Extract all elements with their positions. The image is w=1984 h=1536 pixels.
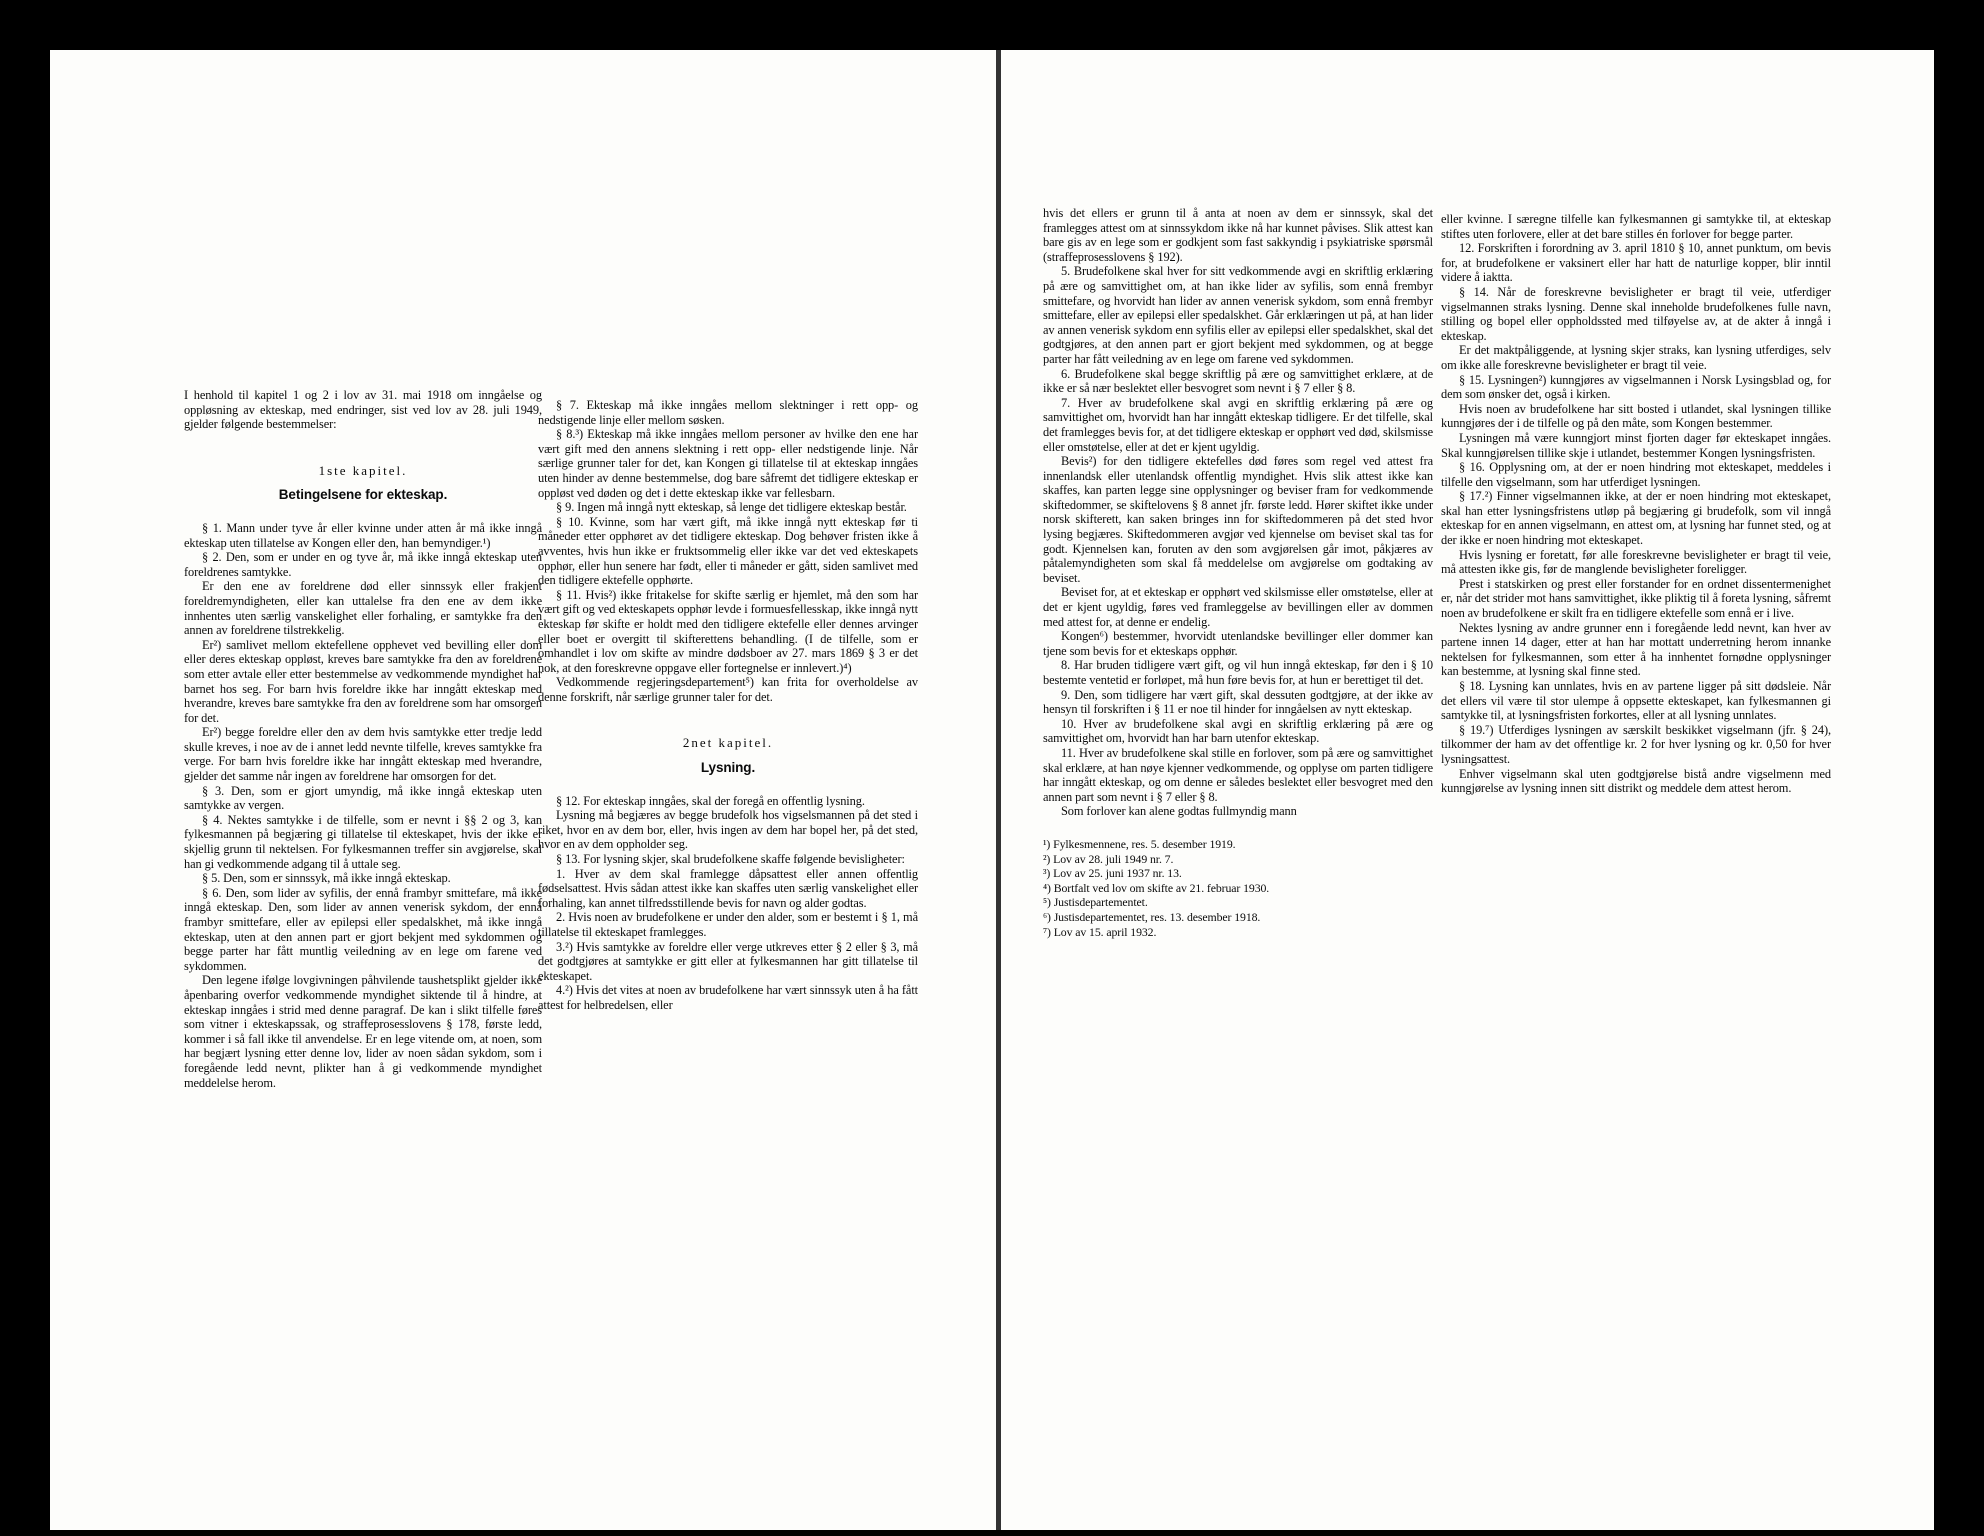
paragraph: Prest i statskirken og prest eller forstander for en ordnet dissentermenighet er, når det strider mot hans samvittighet, ikke pliktig til å foreta lysning, såfremt noen av brudefolkene er skilt fra en tidligere ektefelle som ennå er i live. <box>1441 576 1831 621</box>
paragraph: § 9. Ingen må inngå nytt ekteskap, så lenge det tidligere ekteskap består. <box>556 500 907 515</box>
paragraph: § 4. Nektes samtykke i de tilfelle, som er nevnt i §§ 2 og 3, kan fylkesmannen på begjæring gi tillatelse til ekteskapet, hvis der ikke er skjellig grunn til nektelsen. For fylkesmannen treffer sin avgjørelse, skal han gi vedkommende adgang til å uttale seg. <box>184 812 542 871</box>
footnotes <box>1043 837 1433 939</box>
footnote: ³) Lov av 25. juni 1937 nr. 13. <box>1043 866 1182 881</box>
intro-text: I henhold til kapitel 1 og 2 i lov av 31. mai 1918 om inngåelse og oppløsning av ekteskap, med endringer, sist ved lov av 28. juli 1949, gjelder følgende bestemmelser: <box>184 388 542 432</box>
paragraph: Er²) samlivet mellom ektefellene opphevet ved bevilling eller dom eller deres ekteskap oppløst, kreves bare samtykke fra den av foreldrene som etter avtale eller etter bestemmelse av vedkommende myndighet har barnet hos seg. For barn hvis foreldre ikke har inngått ekteskap med hverandre, kreves bare samtykke fra den av foreldrene som har omsorgen for det. <box>184 637 542 725</box>
paragraph: eller kvinne. I særegne tilfelle kan fylkesmannen gi samtykke til, at ekteskap stiftes uten forlovere, eller at det bare stilles én forlover for begge parter. <box>1441 212 1831 241</box>
paragraph: § 11. Hvis²) ikke fritakelse for skifte særlig er hjemlet, må den som har vært gift og ved ekteskapets opphør levde i formuesfellesskap, ikke inngå nytt ekteskap før skifte er holdt med den tidligere ektefelle eller dennes arvinger eller boet er overgitt til skifterettens behandling. (I de tilfelle, som er omhandlet i lov om skifte av mindre dødsboer av 27. mars 1869 § 3 er det nok, at den foreskrevne oppgave eller fortegnelse er innlevert.)⁴) <box>538 587 918 675</box>
paragraph: 10. Hver av brudefolkene skal avgi en skriftlig erklæring på ære og samvittighet om, hvorvidt han har barn utenfor ekteskap. <box>1043 716 1433 746</box>
paragraph: 12. Forskriften i forordning av 3. april 1810 § 10, annet punktum, om bevis for, at brudefolkene er vaksinert eller har hatt de naturlige kopper, blir inntil videre å iaktta. <box>1441 241 1831 285</box>
chapter2-heading: 2net kapitel. <box>682 735 774 751</box>
paragraph: § 8.³) Ekteskap må ikke inngåes mellom personer av hvilke den ene har vært gift med den annens slektning i rett opp- eller nedstigende linje. Når særlige grunner taler for det, kan Kongen gi tillatelse til at ekteskap inngåes uten hinder av denne bestemmelse, dog bare såfremt det tidligere ekteskap er oppløst ved døden og det i dette ekteskap ikke var fellesbarn. <box>538 427 918 500</box>
paragraph: § 12. For ekteskap inngåes, skal der foregå en offentlig lysning. <box>556 793 865 808</box>
footnote: ⁶) Justisdepartementet, res. 13. desember 1918. <box>1043 909 1261 924</box>
paragraph: 1. Hver av dem skal framlegge dåpsattest eller annen offentlig fødselsattest. Hvis sådan attest ikke kan skaffes uten særlig vanskelighet eller forhaling, kan annet tilfredsstillende bevis for navn og alder godtas. <box>538 866 918 910</box>
right-column <box>538 398 918 1013</box>
paragraph: § 10. Kvinne, som har vært gift, må ikke inngå nytt ekteskap før ti måneder etter opphøret av det tidligere ekteskap. Dog behøver fristen ikke å avventes, hvis hun ikke er fruktsommelig eller ikke var det ved ekteskapets opphør, eller hun senere har født, eller ti måneder er gått, siden samlivet med den tidligere ektefelle opphørte. <box>538 514 918 588</box>
paragraph: § 2. Den, som er under en og tyve år, må ikke inngå ekteskap uten foreldrenes samtykke. <box>184 550 542 579</box>
paragraph: Den legene ifølge lovgivningen påhvilende taushetsplikt gjelder ikke åpenbaring overfor vedkommende myndighet siktende til å hindre, at ekteskap inngåes i strid med denne paragraf. De kan i slikt tilfelle føres som vitner i ekteskapssak, og straffeprosesslovens § 178, første ledd, kommer i så fall ikke til anvendelse. Er en lege vitende om, at noen, som har begjært lysning etter denne lov, lider av noen sådan sykdom, som i foregående ledd nevnt, plikter han å gi vedkommende myndighet meddelelse herom. <box>184 973 542 1090</box>
paragraph: 9. Den, som tidligere har vært gift, skal dessuten godtgjøre, at der ikke av hensyn til forskriften i § 11 er noe til hinder for inngåelsen av nytt ekteskap. <box>1043 687 1433 717</box>
paragraph: § 3. Den, som er gjort umyndig, må ikke inngå ekteskap uten samtykke av vergen. <box>184 783 542 813</box>
paragraph: § 1. Mann under tyve år eller kvinne under atten år må ikke inngå ekteskap uten tillatelse av Kongen eller den, han bemyndiger.¹) <box>184 520 542 550</box>
paragraph: Hvis noen av brudefolkene har sitt bosted i utlandet, skal lysningen tillike kunngjøres der i de tilfelle og på den måte, som Kongen bestemmer. <box>1441 401 1831 431</box>
paragraph: § 17.²) Finner vigselmannen ikke, at der er noen hindring mot ekteskapet, skal han etter lysningsfristens utløp på begjæring gi brudefolk, som vil inngå ekteskap for en annen vigselmann, en attest om, at lysning har funnet sted, og at der ikke er noen hindring mot ekteskapet. <box>1441 489 1831 548</box>
right-page <box>1001 50 1934 1530</box>
paragraph: Vedkommende regjeringsdepartement⁵) kan frita for overholdelse av denne forskrift, når særlige grunner taler for det. <box>538 675 918 704</box>
paragraph: Enhver vigselmann skal uten godtgjørelse bistå andre vigselmenn med kunngjørelse av lysning innen sitt distrikt og meddele dem attest herom. <box>1441 766 1831 796</box>
paragraph: § 13. For lysning skjer, skal brudefolkene skaffe følgende bevisligheter: <box>556 852 905 867</box>
paragraph: hvis det ellers er grunn til å anta at noen av dem er sinnssyk, skal det framlegges attest om at sinnssykdom ikke nå har kunnet påvises. Slik attest kan bare gis av en lege som er godkjent som fast sakkyndig i psykiatriske spørsmål (straffeprosesslovens § 192). <box>1043 206 1433 264</box>
paragraph: § 5. Den, som er sinnssyk, må ikke inngå ekteskap. <box>202 871 451 886</box>
chapter1-paragraphs <box>184 521 542 1090</box>
chapter1-title: Betingelsene for ekteskap. <box>278 487 448 503</box>
chapter2-title: Lysning. <box>700 760 756 776</box>
paragraph: 2. Hvis noen av brudefolkene er under den alder, som er bestemt i § 1, må tillatelse til ekteskapet framlegges. <box>538 910 918 939</box>
paragraph: Er den ene av foreldrene død eller sinnssyk eller frakjent foreldremyndigheten, eller kan uttalelse fra den ene av dem ikke innhentes uten særlig vanskelighet eller forhaling, er samtykke fra den annen av foreldrene tilstrekkelig. <box>184 579 542 638</box>
paragraph: Hvis lysning er foretatt, før alle foreskrevne bevisligheter er bragt til veie, må attesten ikke gis, før de manglende bevisligheter foreligger. <box>1441 547 1831 577</box>
paragraph: Bevis²) for den tidligere ektefelles død føres som regel ved attest fra innenlandsk eller utenlandsk offentlig myndighet. Hvis slik attest ikke kan skaffes, kan parten legge sine opplysninger og beviser fram for vedkommende skiftedommer, se skiftelovens § 8 annet jfr. første ledd. Hører skiftet ikke under norsk skifterett, kan saken bringes inn for skiftedommeren på det sted hvor lysing begjæres. Skiftedommeren avgjør ved kjennelse om beviset skal tas for godt. Kjennelsen kan, foruten av den som avgjørelsen går imot, påkjæres av påtalemyndigheten som skal få meddelelse om avgjørelse om godtaking av beviset. <box>1043 454 1433 585</box>
paragraph: 5. Brudefolkene skal hver for sitt vedkommende avgi en skriftlig erklæring på ære og samvittighet om, at han ikke lider av syfilis, som ennå frembyr smittefare, og hvorvidt han lider av annen venerisk sykdom, som ennå frembyr smittefare, eller av epilepsi eller spedalskhet. Går erklæringen ut på, at han lider av annen venerisk sykdom enn syfilis eller av epilepsi eller spedalskhet, skal det godtgjøres, at den annen part er gjort bekjent med sykdommen, og at begge parter har fått veiledning av en lege om farene ved sykdommen. <box>1043 264 1433 366</box>
paragraph: 4.²) Hvis det vites at noen av brudefolkene har vært sinnssyk uten å ha fått attest for helbredelsen, eller <box>538 983 918 1012</box>
paragraph: 7. Hver av brudefolkene skal avgi en skriftlig erklæring på ære og samvittighet om, hvorvidt han har inngått ekteskap tidligere. Er det tilfelle, skal det framlegges bevis for, at det tidligere ekteskap er opphørt ved død, skilsmisse eller omstøtelse, eller at det er kjent ugyldig. <box>1043 395 1433 454</box>
paragraph: § 14. Når de foreskrevne bevisligheter er bragt til veie, utferdiger vigselmannen straks lysning. Denne skal inneholde brudefolkenes fulle navn, stilling og bopel eller oppholdssted med tilføyelse av, at de akter å inngå i ekteskap. <box>1441 284 1831 343</box>
left-page <box>50 50 996 1530</box>
paragraph: Beviset for, at et ekteskap er opphørt ved skilsmisse eller omstøtelse, eller at det er kjent ugyldig, føres ved framleggelse av bevillingen eller av dommen med attest for, at denne er endelig. <box>1043 585 1433 629</box>
paragraph: 8. Har bruden tidligere vært gift, og vil hun inngå ekteskap, før den i § 10 bestemte ventetid er forløpet, må hun føre bevis for, at hun er berettiget til det. <box>1043 658 1433 687</box>
paragraph: Nektes lysning av andre grunner enn i foregående ledd nevnt, kan hver av partene innen 14 dager, etter at han har mottatt underretning herom innanke nektelsen for fylkesmannen, som etter å ha innhentet fornødne opplysninger kan bestemme, at lysning skal finne sted. <box>1441 620 1831 679</box>
paragraph: § 15. Lysningen²) kunngjøres av vigselmannen i Norsk Lysingsblad og, for dem som ønsker det, også i kirken. <box>1441 372 1831 402</box>
paragraph: Som forlover kan alene godtas fullmyndig mann <box>1061 804 1297 819</box>
footnote: ⁵) Justisdepartementet. <box>1043 895 1148 910</box>
paragraph: 3.²) Hvis samtykke av foreldre eller verge utkreves etter § 2 eller § 3, må det godtgjøres at samtykke er gitt eller at fylkesmannen har gitt tillatelse til ekteskapet. <box>538 939 918 983</box>
footnote: ⁴) Bortfalt ved lov om skifte av 21. februar 1930. <box>1043 880 1270 895</box>
paragraph: § 18. Lysning kan unnlates, hvis en av partene ligger på sitt dødsleie. Når det ellers vil være til stor ulempe å oppsette ekteskapet, kan fylkesmannen gi samtykke til, at lysningsfristen forkortes, eller at all lysning unnlates. <box>1441 679 1831 723</box>
footnote: ⁷) Lov av 15. april 1932. <box>1043 924 1157 939</box>
paragraph: § 7. Ekteskap må ikke inngåes mellom slektninger i rett opp- og nedstigende linje eller mellom søsken. <box>538 398 918 427</box>
chapter1-heading: 1ste kapitel. <box>318 462 408 478</box>
left-column <box>184 388 542 1090</box>
paragraph: Lysningen må være kunngjort minst fjorten dager før ekteskapet inngåes. Skal kunngjørelsen tillike skje i utlandet, bestemmer Kongen lysningsfristen. <box>1441 430 1831 460</box>
chapter2-paragraphs <box>538 794 918 1013</box>
footnote: ²) Lov av 28. juli 1949 nr. 7. <box>1043 851 1174 866</box>
right-page-right-column <box>1441 212 1831 796</box>
chapter1-paragraphs-cont <box>538 398 918 704</box>
paragraph: Er det maktpåliggende, at lysning skjer straks, kan lysning utferdiges, selv om ikke alle foreskrevne bevisligheter er bragt til veie. <box>1441 343 1831 372</box>
footnote: ¹) Fylkesmennene, res. 5. desember 1919. <box>1043 836 1236 851</box>
right-page-left-column <box>1043 206 1433 939</box>
paragraph: Lysning må begjæres av begge brudefolk hos vigselsmannen på det sted i riket, hvor en av dem bor, eller, hvis ingen av dem har bopel her, på det sted, hvor en av dem oppholder seg. <box>538 808 918 852</box>
paragraph: Er²) begge foreldre eller den av dem hvis samtykke etter tredje ledd skulle kreves, i noe av de i annet ledd nevnte tilfelle, kreves samtykke fra verge. For barn hvis foreldre ikke har inngått ekteskap med hverandre, gjelder det samme når ingen av foreldrene har omsorgen for det. <box>184 725 542 784</box>
paragraph: Kongen⁶) bestemmer, hvorvidt utenlandske bevillinger eller dommer kan tjene som bevis for et ekteskaps opphør. <box>1043 629 1433 658</box>
paragraph: 11. Hver av brudefolkene skal stille en forlover, som på ære og samvittighet skal erklære, at han nøye kjenner vedkommende, og opplyse om parten tidligere har inngått ekteskap, og om denne er således beslektet eller besvogret med den annen part som nevnt i § 7 eller § 8. <box>1043 745 1433 804</box>
paragraph: 6. Brudefolkene skal begge skriftlig på ære og samvittighet erklære, at de ikke er så nær beslektet eller besvogret som nevnt i § 7 eller § 8. <box>1043 366 1433 396</box>
paragraph: § 19.⁷) Utferdiges lysningen av særskilt beskikket vigselmann (jfr. § 24), tilkommer der ham av det offentlige kr. 2 for hver lysning og kr. 0,50 for hver lysningsattest. <box>1441 722 1831 766</box>
paragraph: § 6. Den, som lider av syfilis, der ennå frambyr smittefare, må ikke inngå ekteskap. Den, som lider av annen venerisk sykdom, der ennå frambyr smittefare, eller av epilepsi eller spedalskhet, må ikke inngå ekteskap, uten at den annen part er gjort bekjent med sykdommen og begge parter har fått muntlig veiledning av en lege om farene ved sykdommen. <box>184 885 542 973</box>
paragraph: § 16. Opplysning om, at der er noen hindring mot ekteskapet, meddeles i tilfelle den vigselmann, som har utferdiget lysningen. <box>1441 460 1831 489</box>
